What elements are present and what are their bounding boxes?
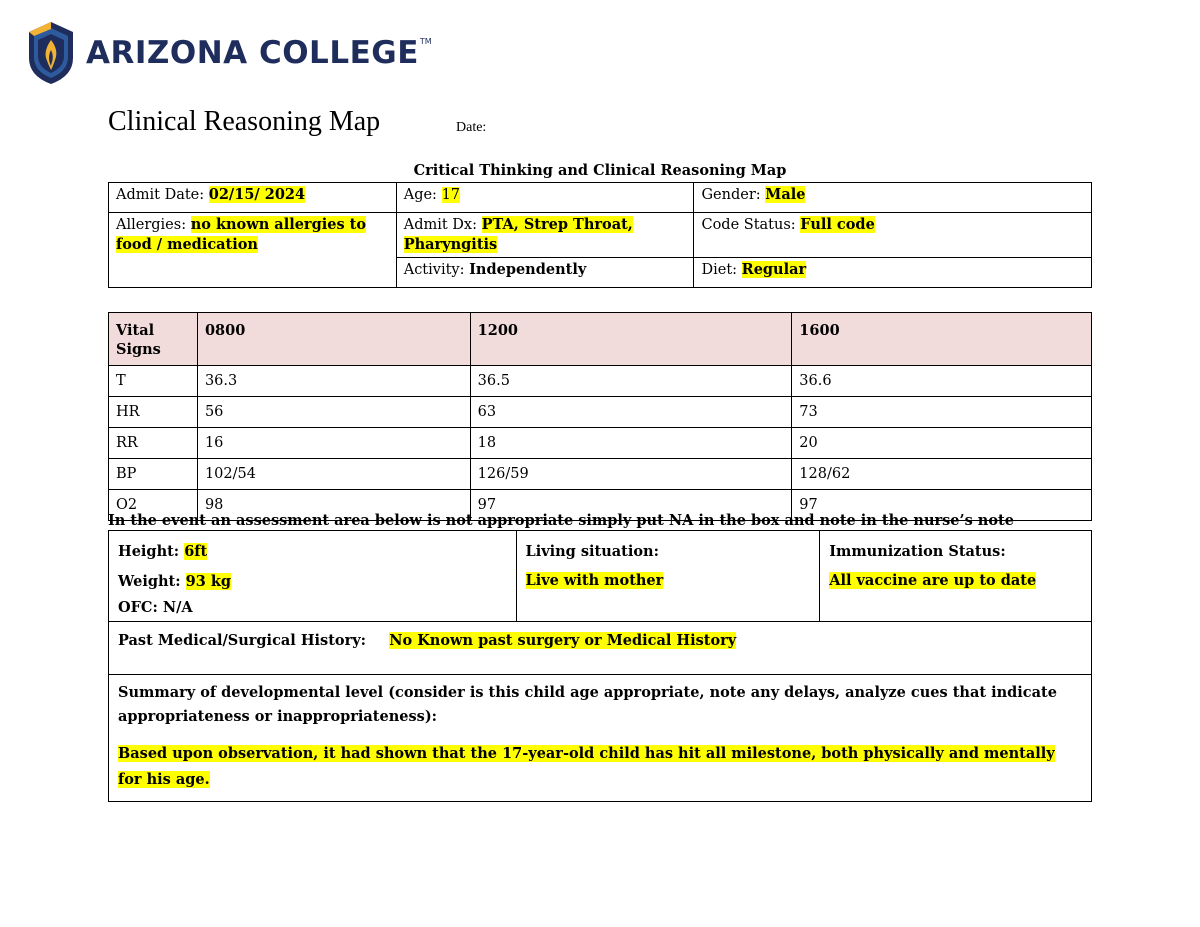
diet-cell	[694, 258, 1092, 288]
vitals-value: 98	[197, 490, 470, 521]
height-label: Height:	[118, 543, 185, 560]
vitals-value: 36.5	[470, 366, 792, 397]
gender-value: Male	[765, 186, 806, 203]
allergies-label: Allergies:	[116, 217, 191, 233]
vitals-row-hr	[109, 397, 1092, 428]
vitals-value: 128/62	[792, 459, 1092, 490]
gender-label: Gender:	[701, 187, 766, 203]
vitals-value: 20	[792, 428, 1092, 459]
developmental-summary-cell	[109, 675, 1092, 802]
living-cell	[516, 531, 820, 622]
admit-date-label: Admit Date:	[116, 187, 209, 203]
developmental-summary-label: Summary of developmental level (consider is this child age appropriate, note any delays, analyze cues that indicate appropriateness or inappropriateness):	[118, 684, 1057, 725]
vitals-header-line1: Vital	[116, 322, 155, 339]
logo-text: ARIZONA COLLEGE	[86, 35, 419, 71]
vitals-time-1200: 1200	[470, 313, 792, 366]
age-label: Age:	[403, 187, 442, 203]
weight-value: 93 kg	[185, 573, 232, 590]
diet-value: Regular	[741, 261, 807, 278]
vitals-value: 18	[470, 428, 792, 459]
activity-value: Independently	[469, 261, 587, 278]
admit-date-value: 02/15/ 2024	[208, 186, 306, 203]
vitals-value: 97	[792, 490, 1092, 521]
age-value: 17	[441, 187, 461, 203]
page-title: Clinical Reasoning Map	[108, 106, 381, 137]
medical-history-value: No Known past surgery or Medical History	[389, 632, 737, 649]
vitals-label: O2	[109, 490, 198, 521]
gender-cell	[694, 183, 1092, 213]
ofc-value: OFC: N/A	[118, 599, 193, 616]
vitals-value: 56	[197, 397, 470, 428]
assessment-note: In the event an assessment area below is not appropriate simply put NA in the box and note in the nurse’s note	[108, 512, 1014, 529]
vitals-value: 97	[470, 490, 792, 521]
code-status-cell	[694, 213, 1092, 258]
vitals-value: 102/54	[197, 459, 470, 490]
allergies-value-1: no known allergies to	[190, 216, 367, 233]
code-status-label: Code Status:	[701, 217, 801, 233]
immunization-label: Immunization Status:	[829, 543, 1006, 560]
vital-signs-table	[108, 312, 1092, 521]
vitals-row-bp	[109, 459, 1092, 490]
vitals-label: HR	[109, 397, 198, 428]
vitals-value: 126/59	[470, 459, 792, 490]
admit-dx-cell	[396, 213, 694, 258]
weight-line	[118, 567, 507, 597]
vitals-value: 36.6	[792, 366, 1092, 397]
vitals-row-t	[109, 366, 1092, 397]
map-title: Critical Thinking and Clinical Reasoning Map	[413, 162, 787, 179]
vitals-time-1600: 1600	[792, 313, 1092, 366]
diet-label: Diet:	[701, 262, 742, 278]
vitals-value: 36.3	[197, 366, 470, 397]
vitals-label: BP	[109, 459, 198, 490]
immunization-cell	[820, 531, 1092, 622]
admit-dx-value-2: Pharyngitis	[403, 236, 498, 253]
developmental-summary-value: Based upon observation, it had shown that the 17-year-old child has hit all milestone, both physically and mentally for his age.	[118, 745, 1055, 788]
admit-date-cell	[109, 183, 397, 213]
vitals-header-line2: Signs	[116, 341, 161, 358]
allergies-value-2: food / medication	[116, 236, 258, 253]
shield-flame-icon	[26, 20, 76, 86]
logo-trademark: TM	[419, 36, 432, 46]
assessment-table	[108, 530, 1092, 802]
living-value: Live with mother	[525, 572, 664, 589]
vitals-row-rr	[109, 428, 1092, 459]
vitals-label: T	[109, 366, 198, 397]
patient-info-table	[108, 182, 1092, 288]
vitals-value: 63	[470, 397, 792, 428]
admit-dx-label: Admit Dx:	[403, 217, 482, 233]
vitals-label: RR	[109, 428, 198, 459]
living-label: Living situation:	[525, 543, 659, 560]
height-value: 6ft	[184, 543, 208, 560]
vitals-value: 16	[197, 428, 470, 459]
vitals-time-0800: 0800	[197, 313, 470, 366]
date-label: Date:	[456, 120, 487, 135]
immunization-value: All vaccine are up to date	[829, 572, 1037, 589]
age-cell	[396, 183, 694, 213]
vitals-header-row	[109, 313, 1092, 366]
vitals-value: 73	[792, 397, 1092, 428]
weight-label: Weight:	[118, 573, 186, 590]
activity-label: Activity:	[403, 262, 470, 278]
height-line	[118, 537, 507, 567]
college-logo	[26, 20, 432, 86]
medical-history-cell	[109, 622, 1092, 675]
medical-history-label: Past Medical/Surgical History:	[118, 632, 367, 649]
vitals-header-label	[109, 313, 198, 366]
admit-dx-value-1: PTA, Strep Throat,	[481, 216, 633, 233]
allergies-cell	[109, 213, 397, 288]
code-status-value: Full code	[800, 216, 875, 233]
activity-cell	[396, 258, 694, 288]
measurements-cell	[109, 531, 517, 622]
